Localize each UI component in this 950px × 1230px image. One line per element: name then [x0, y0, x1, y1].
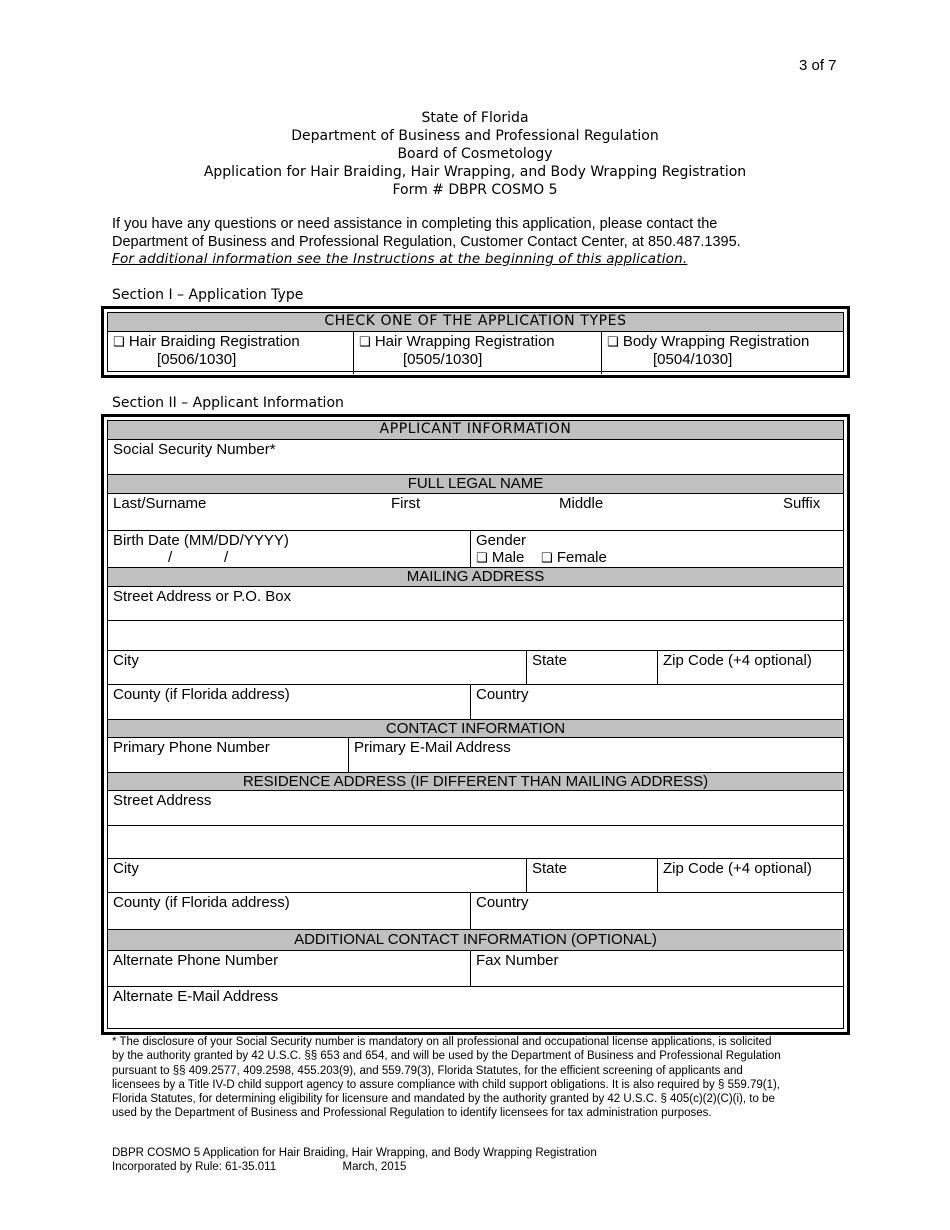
header-application-title: Application for Hair Braiding, Hair Wrapping, and Body Wrapping Registration [203, 164, 747, 180]
primary-phone-field[interactable]: Primary Phone Number [113, 739, 270, 756]
mailing-address-header: MAILING ADDRESS [108, 568, 843, 587]
section1-title: Section I – Application Type [112, 287, 304, 303]
intro-instructions-note: For additional information see the Instructions at the beginning of this application. [112, 251, 688, 267]
intro-text [112, 216, 741, 269]
residence-street-line2-field[interactable] [108, 826, 843, 859]
footer-rule: Incorporated by Rule: 61-35.011 [112, 1161, 277, 1173]
street-address-field[interactable]: Street Address or P.O. Box [108, 587, 843, 621]
option-hair-braiding[interactable]: ❑ Hair Braiding Registration [0506/1030] [113, 333, 300, 368]
checkbox-icon[interactable]: ❑ [113, 335, 125, 350]
alternate-phone-field[interactable]: Alternate Phone Number [113, 952, 279, 969]
footer-date: March, 2015 [342, 1161, 407, 1173]
residence-street-field[interactable]: Street Address [108, 791, 843, 826]
footer-form-title: DBPR COSMO 5 Application for Hair Braiding, Hair Wrapping, and Body Wrapping Registration [112, 1147, 597, 1159]
name-row [108, 494, 843, 531]
gender-female-option[interactable]: ❑ Female [541, 549, 607, 566]
birth-date-field[interactable]: Birth Date (MM/DD/YYYY) / / [113, 532, 289, 566]
additional-contact-header: ADDITIONAL CONTACT INFORMATION (OPTIONAL) [108, 930, 843, 951]
application-type-box [101, 306, 850, 378]
checkbox-icon[interactable]: ❑ [476, 551, 488, 566]
option-hair-wrapping[interactable]: ❑ Hair Wrapping Registration [0505/1030] [353, 332, 601, 374]
ssn-field[interactable]: Social Security Number* [108, 440, 843, 475]
street-address-line2-field[interactable] [108, 621, 843, 651]
zip-code-field[interactable]: Zip Code (+4 optional) [657, 651, 843, 684]
county-field[interactable]: County (if Florida address) [113, 686, 290, 703]
fax-number-field[interactable]: Fax Number [470, 951, 843, 986]
first-name-field[interactable]: First [391, 495, 421, 512]
section2-title: Section II – Applicant Information [112, 395, 344, 411]
intro-line1: If you have any questions or need assistance in completing this application, please contact the [112, 216, 718, 232]
checkbox-icon[interactable]: ❑ [607, 335, 619, 350]
full-legal-name-header: FULL LEGAL NAME [108, 475, 843, 494]
city-field[interactable]: City [113, 652, 139, 669]
gender-field: Gender ❑ Male ❑ Female [470, 531, 843, 567]
residence-city-field[interactable]: City [113, 860, 139, 877]
page-footer [112, 1146, 597, 1174]
residence-state-field[interactable]: State [526, 859, 657, 892]
header-state: State of Florida [421, 110, 529, 126]
header-department: Department of Business and Professional Regulation [291, 128, 659, 144]
residence-address-header: RESIDENCE ADDRESS (IF DIFFERENT THAN MAILING ADDRESS) [108, 773, 843, 791]
last-name-field[interactable]: Last/Surname [113, 495, 207, 512]
applicant-information-box [101, 414, 850, 1035]
alternate-email-field[interactable]: Alternate E-Mail Address [113, 988, 279, 1005]
applicant-info-header: APPLICANT INFORMATION [108, 421, 843, 440]
residence-county-field[interactable]: County (if Florida address) [113, 894, 290, 911]
suffix-field[interactable]: Suffix [783, 495, 821, 512]
middle-name-field[interactable]: Middle [559, 495, 604, 512]
gender-male-option[interactable]: ❑ Male [476, 549, 525, 566]
state-field[interactable]: State [526, 651, 657, 684]
checkbox-icon[interactable]: ❑ [541, 551, 553, 566]
page-number: 3 of 7 [799, 57, 837, 74]
primary-email-field[interactable]: Primary E-Mail Address [348, 738, 843, 772]
ssn-disclosure: * The disclosure of your Social Security number is mandatory on all professional and occupational license applications, is solicited by the authority granted by 42 U.S.C. §§ 653 and 654, and will be used by the Department of Business and Professional Regulation pursuant to §§ 409.2577, 409.2598, 455.203(9), and 559.79(3), Florida Statutes, for the efficient screening of applicants and licensees by a Title IV-D child support agency to assure compliance with child support obligations. It is also required by § 559.79(1), Florida Statutes, for determining eligibility for licensure and mandated by the authority granted by 42 U.S.C. § 405(c)(2)(C)(i), to be used by the Department of Business and Professional Regulation to identify licensees for tax administration purposes. [112, 1036, 781, 1120]
residence-country-field[interactable]: Country [470, 893, 843, 929]
header-board: Board of Cosmetology [397, 146, 553, 162]
country-field[interactable]: Country [470, 685, 843, 719]
option-body-wrapping[interactable]: ❑ Body Wrapping Registration [0504/1030] [601, 332, 843, 374]
contact-information-header: CONTACT INFORMATION [108, 720, 843, 738]
application-types-header: CHECK ONE OF THE APPLICATION TYPES [108, 313, 843, 332]
checkbox-icon[interactable]: ❑ [359, 335, 371, 350]
intro-line2: Department of Business and Professional Regulation, Customer Contact Center, at 850.487.1395. [112, 233, 741, 250]
header-form-number: Form # DBPR COSMO 5 [392, 182, 558, 198]
residence-zip-field[interactable]: Zip Code (+4 optional) [657, 859, 843, 892]
